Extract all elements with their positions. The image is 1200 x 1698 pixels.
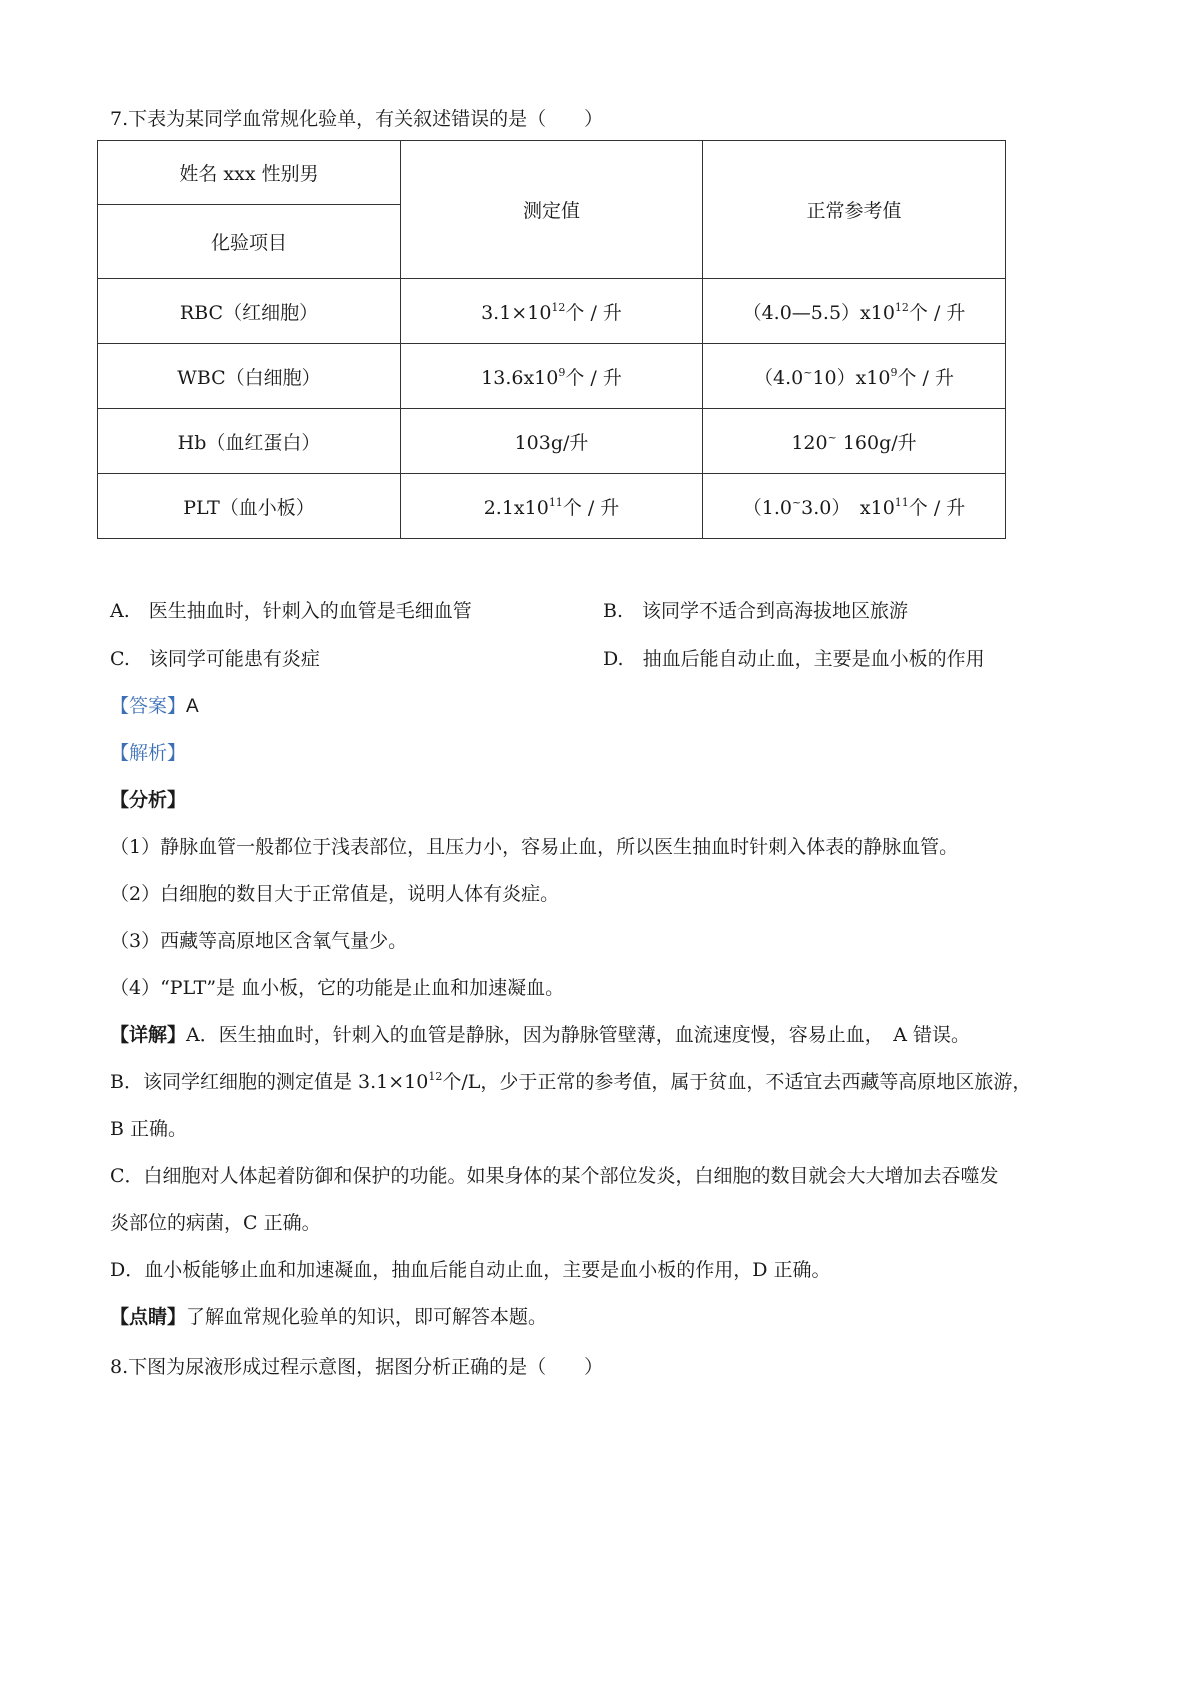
detail-b-cont: B 正确。 [110,1118,188,1140]
header-reference-cell: 正常参考值 [703,141,1006,279]
detail-a: A．医生抽血时，针刺入的血管是静脉，因为静脉管壁薄，血流速度慢，容易止血， A 错误。 [186,1024,970,1046]
reference-cell: （1.0~3.0） $x10^{11}$个 / 升 [703,474,1006,539]
measured-cell: 103g/升 [401,409,703,474]
table-row [98,474,1006,539]
header-name-cell: 姓名 xxx 性别男 [98,141,401,205]
item-cell: RBC（红细胞） [98,279,401,344]
fenxi-item-2: （2）白细胞的数目大于正常值是，说明人体有炎症。 [110,883,560,905]
question-7-title: 7.下表为某同学血常规化验单，有关叙述错误的是（ ） [110,108,604,130]
option-c: C. 该同学可能患有炎症 [110,648,320,670]
header-measured-cell: 测定值 [401,141,703,279]
fenxi-label: 【分析】 [110,789,187,811]
dianjing-line [110,1302,547,1329]
detail-d-line: D．血小板能够止血和加速凝血，抽血后能自动止血，主要是血小板的作用，D 正确。 [110,1259,831,1281]
item-cell: WBC（白细胞） [98,344,401,409]
option-d: D. 抽血后能自动止血，主要是血小板的作用 [603,648,985,670]
dianjing-label: 【点睛】 [110,1306,187,1328]
detail-c-cont: 炎部位的病菌，C 正确。 [110,1212,321,1234]
table-row [98,344,1006,409]
reference-cell: $(4.0—5.5)x10^{12}$个 / 升 [703,279,1006,344]
item-cell: Hb（血红蛋白） [98,409,401,474]
option-b: B. 该同学不适合到高海拔地区旅游 [603,600,909,622]
table-row [98,409,1006,474]
measured-cell: $3.1\times 10^{12}$个 / 升 [401,279,703,344]
table-row [98,279,1006,344]
answer-value: A [186,696,199,717]
fenxi-item-4: （4）“PLT”是 血小板，它的功能是止血和加速凝血。 [110,977,565,999]
blood-test-table [97,140,1006,539]
measured-cell: $13.6x10^9$个 / 升 [401,344,703,409]
reference-cell: 120~ 160g/升 [703,409,1006,474]
detail-b-line: B．该同学红细胞的测定值是 $3.1\times 10^{12}$个/L，少于正常的参考值，属于贫血，不适宜去西藏等高原地区旅游， [110,1070,1032,1093]
fenxi-item-1: （1）静脉血管一般都位于浅表部位，且压力小，容易止血，所以医生抽血时针刺入体表的静脉血管。 [110,836,959,858]
option-a: A. 医生抽血时，针刺入的血管是毛细血管 [110,600,472,622]
detail-a-line [110,1020,970,1047]
reference-cell: $(4.0^\sim 10)x10^9$个 / 升 [703,344,1006,409]
item-cell: PLT（血小板） [98,474,401,539]
question-8-title: 8.下图为尿液形成过程示意图，据图分析正确的是（ ） [110,1356,604,1378]
measured-cell: $2.1x10^{11}$个 / 升 [401,474,703,539]
answer-line [110,691,199,718]
detail-label: 【详解】 [110,1024,187,1046]
fenxi-item-3: （3）西藏等高原地区含氧气量少。 [110,930,408,952]
detail-c-line: C．白细胞对人体起着防御和保护的功能。如果身体的某个部位发炎，白细胞的数目就会大大增加去吞噬发 [110,1165,999,1187]
header-item-cell: 化验项目 [98,205,401,279]
answer-label: 【答案】 [110,695,187,717]
analysis-label: 【解析】 [110,742,187,764]
dianjing-text: 了解血常规化验单的知识，即可解答本题。 [186,1306,548,1328]
